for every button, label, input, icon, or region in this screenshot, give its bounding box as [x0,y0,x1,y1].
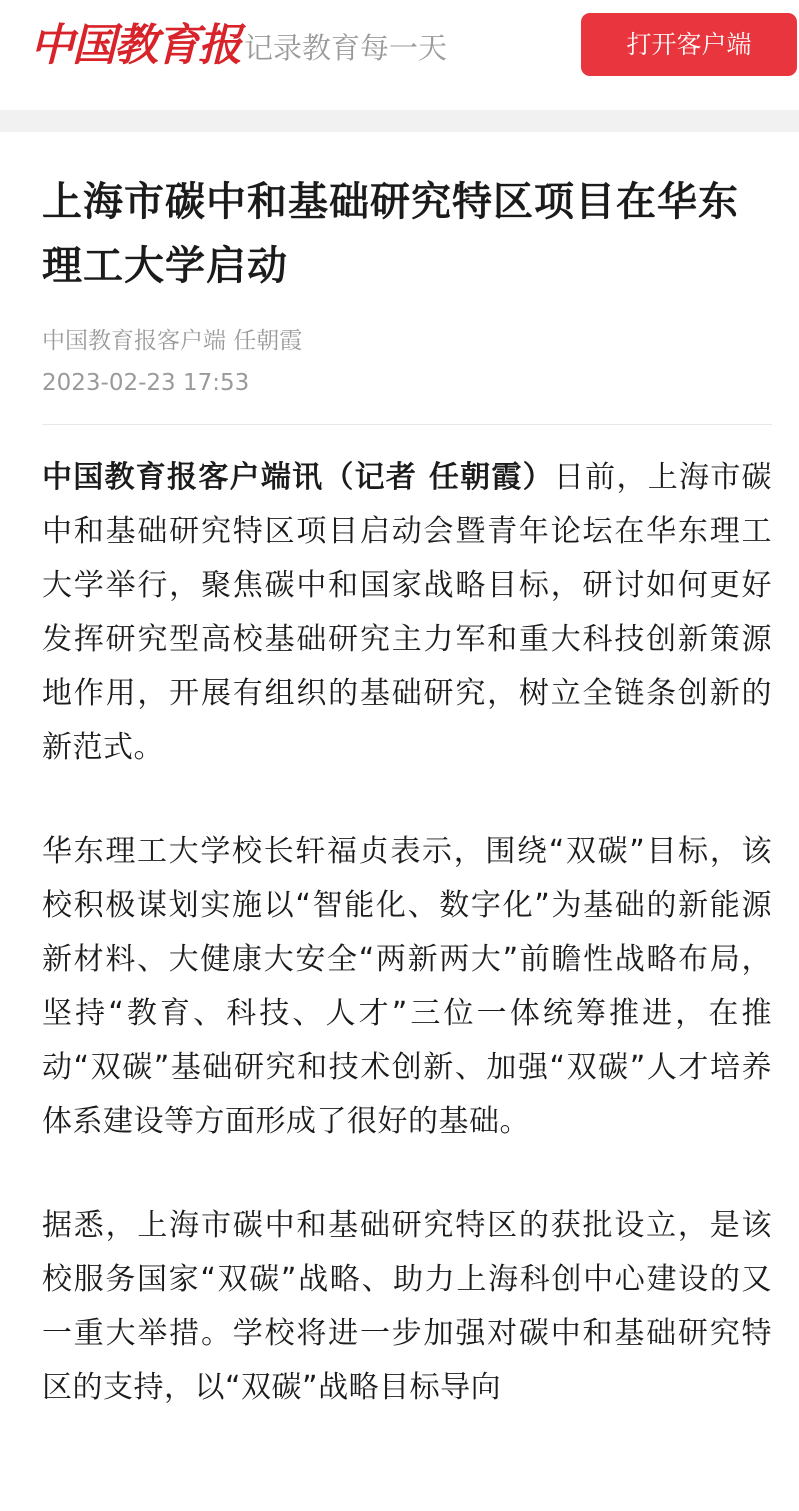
divider [42,424,772,425]
article-body [42,451,772,1415]
article-lead: 中国教育报客户端讯（记者 任朝霞） [42,460,554,495]
paragraph-text: 华东理工大学校长轩福贞表示，围绕“双碳”目标，该校积极谋划实施以“智能化、数字化”为基础的新能源新材料、大健康大安全“两新两大”前瞻性战略布局，坚持“教育、科技、人才”三位一体统筹推进，在推动“双碳”基础研究和技术创新、加强“双碳”人才培养体系建设等方面形成了很好的基础。 [42,834,772,1139]
slogan: 记录教育每一天 [244,31,448,65]
paragraph-text: 据悉，上海市碳中和基础研究特区的获批设立，是该校服务国家“双碳”战略、助力上海科创中心建设的又一重大举措。学校将进一步加强对碳中和基础研究特区的支持，以“双碳”战略目标导向 [42,1208,772,1405]
top-bar [0,0,799,110]
open-app-button[interactable]: 打开客户端 [581,13,797,76]
article-date: 2023-02-23 17:53 [42,370,250,396]
paragraph [42,825,772,1149]
paragraph [42,1199,772,1415]
article-source: 中国教育报客户端 任朝霞 [42,328,303,354]
paragraph [42,451,772,775]
article-title: 上海市碳中和基础研究特区项目在华东理工大学启动 [42,179,739,289]
paragraph-text: 日前，上海市碳中和基础研究特区项目启动会暨青年论坛在华东理工大学举行，聚焦碳中和国家战略目标，研讨如何更好发挥研究型高校基础研究主力军和重大科技创新策源地作用，开展有组织的基础研究，树立全链条创新的新范式。 [42,460,772,765]
header-separator [0,110,799,132]
brand-logo[interactable]: 中国教育报 [30,20,240,71]
article [42,132,772,1465]
article-meta [42,320,772,404]
